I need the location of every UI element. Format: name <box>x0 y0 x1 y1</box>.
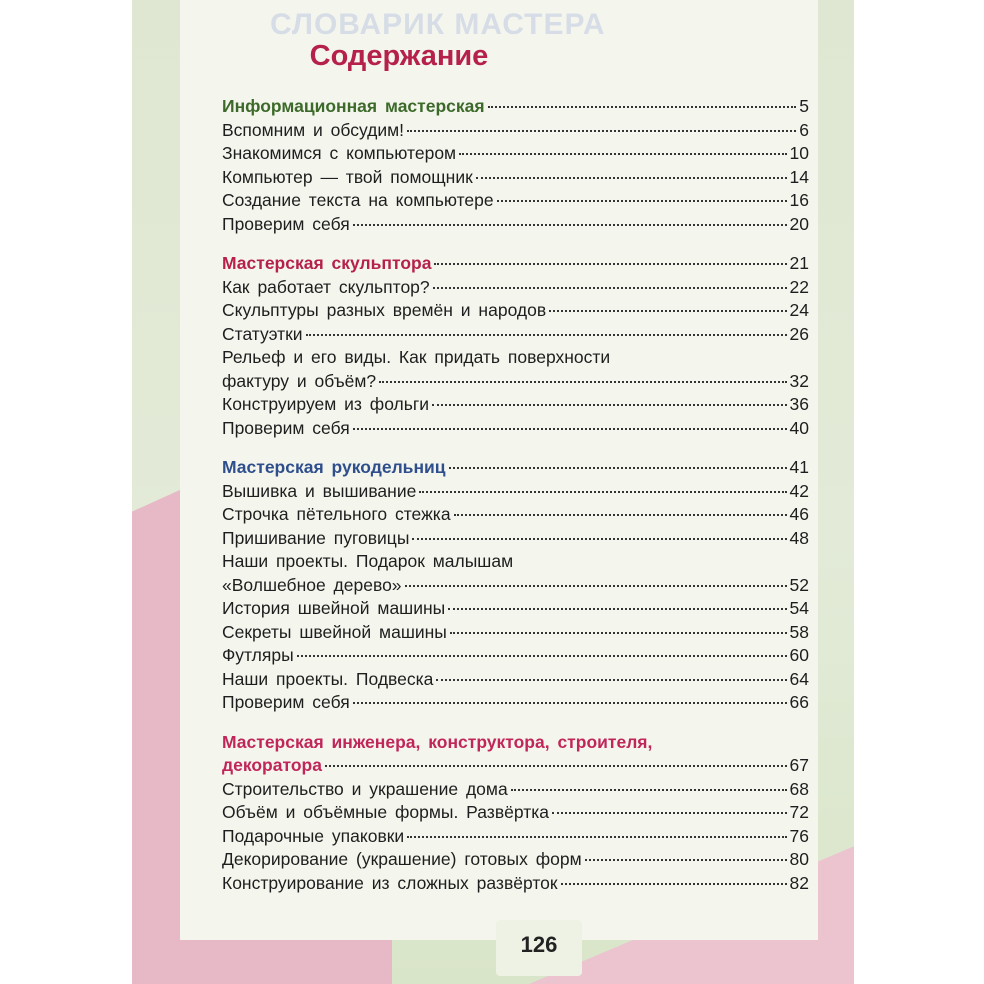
toc-item[interactable] <box>222 323 809 347</box>
leader-dots <box>449 467 787 469</box>
leader-dots <box>450 632 787 634</box>
toc-section-engineer[interactable] <box>222 754 809 778</box>
leader-dots <box>432 404 787 406</box>
section-page: 41 <box>789 457 809 477</box>
toc-item[interactable] <box>222 621 809 645</box>
item-page: 48 <box>789 527 809 548</box>
leader-dots <box>488 106 797 108</box>
item-title: Проверим себя <box>222 213 350 234</box>
leader-dots <box>552 812 787 814</box>
section-title: Мастерская рукодельниц <box>222 457 446 477</box>
item-title: Пришивание пуговицы <box>222 527 410 548</box>
leader-dots <box>412 538 786 540</box>
item-page: 22 <box>789 276 809 297</box>
item-page: 42 <box>789 480 809 501</box>
item-title: Конструирование из сложных развёрток <box>222 872 558 893</box>
item-title: Как работает скульптор? <box>222 276 430 297</box>
toc-item[interactable] <box>222 417 809 441</box>
item-title: Проверим себя <box>222 417 350 438</box>
item-title: Проверим себя <box>222 692 350 712</box>
leader-dots <box>448 608 786 610</box>
toc-item[interactable] <box>222 597 809 621</box>
leader-dots <box>476 177 787 179</box>
toc-section-informational[interactable] <box>222 95 809 119</box>
toc-item[interactable] <box>222 691 809 715</box>
item-title: Строительство и украшение дома <box>222 778 508 799</box>
item-title: Вышивка и вышивание <box>222 480 417 501</box>
leader-dots <box>561 883 787 885</box>
leader-dots <box>353 702 787 704</box>
leader-dots <box>434 263 786 265</box>
table-of-contents <box>222 95 809 895</box>
section-page: 5 <box>799 96 809 116</box>
section-title: Информационная мастерская <box>222 96 485 116</box>
item-page: 72 <box>789 802 809 822</box>
leader-dots <box>433 287 787 289</box>
leader-dots <box>407 130 796 132</box>
header-ghost-text: СЛОВАРИК МАСТЕРА <box>270 8 606 41</box>
toc-item[interactable] <box>222 848 809 872</box>
leader-dots <box>549 310 786 312</box>
leader-dots <box>497 200 787 202</box>
leader-dots <box>419 491 786 493</box>
item-page: 60 <box>789 645 809 665</box>
item-page: 6 <box>799 119 809 140</box>
section-title: Мастерская скульптора <box>222 253 432 273</box>
toc-item[interactable] <box>222 668 809 692</box>
item-page: 16 <box>789 190 809 210</box>
item-page: 36 <box>789 394 809 414</box>
item-page: 20 <box>789 213 809 234</box>
leader-dots <box>459 153 786 155</box>
item-title: Секреты швейной машины <box>222 621 447 642</box>
item-title: Строчка пётельного стежка <box>222 504 451 524</box>
item-page: 10 <box>789 143 809 163</box>
item-page: 66 <box>789 692 809 712</box>
toc-item-line1[interactable]: Рельеф и его виды. Как придать поверхности <box>222 347 611 367</box>
item-title: Декорирование (украшение) готовых форм <box>222 849 582 869</box>
toc-item[interactable] <box>222 574 809 598</box>
item-page: 24 <box>789 300 809 320</box>
item-page: 64 <box>789 668 809 689</box>
leader-dots <box>379 381 786 383</box>
toc-section-engineer-line1[interactable]: Мастерская инженера, конструктора, строителя, <box>222 731 653 752</box>
item-title: Футляры <box>222 645 294 665</box>
item-page: 40 <box>789 417 809 438</box>
leader-dots <box>585 859 787 861</box>
leader-dots <box>511 789 787 791</box>
item-page: 58 <box>789 621 809 642</box>
toc-item[interactable] <box>222 370 809 394</box>
item-page: 68 <box>789 778 809 799</box>
item-title: Скульптуры разных времён и народов <box>222 300 547 320</box>
toc-section-needlework[interactable] <box>222 456 809 480</box>
leader-dots <box>436 679 786 681</box>
item-title: Компьютер — твой помощник <box>222 166 473 187</box>
item-page: 14 <box>789 166 809 187</box>
toc-item[interactable] <box>222 213 809 237</box>
toc-item[interactable] <box>222 166 809 190</box>
leader-dots <box>353 224 787 226</box>
item-title: Знакомимся с компьютером <box>222 143 457 163</box>
item-page: 54 <box>789 598 809 618</box>
leader-dots <box>353 428 787 430</box>
item-page: 80 <box>789 849 809 869</box>
section-title: декоратора <box>222 755 322 775</box>
item-title: Подарочные упаковки <box>222 825 405 846</box>
item-title: Создание текста на компьютере <box>222 190 494 210</box>
item-page: 76 <box>789 825 809 846</box>
toc-item[interactable] <box>222 119 809 143</box>
item-page: 52 <box>789 574 809 595</box>
item-title: Наши проекты. Подвеска <box>222 668 434 689</box>
toc-item-line1[interactable]: Наши проекты. Подарок малышам <box>222 551 514 571</box>
toc-item[interactable] <box>222 825 809 849</box>
toc-item[interactable] <box>222 644 809 668</box>
item-title: Объём и объёмные формы. Развёртка <box>222 802 549 822</box>
toc-item[interactable] <box>222 503 809 527</box>
item-title: Вспомним и обсудим! <box>222 119 404 140</box>
item-title: «Волшебное дерево» <box>222 574 402 595</box>
toc-item[interactable] <box>222 299 809 323</box>
item-page: 32 <box>789 370 809 391</box>
toc-section-sculptor[interactable] <box>222 252 809 276</box>
section-page: 21 <box>789 253 809 273</box>
item-page: 46 <box>789 504 809 524</box>
toc-item[interactable] <box>222 189 809 213</box>
toc-item[interactable] <box>222 480 809 504</box>
leader-dots <box>454 514 787 516</box>
toc-item[interactable] <box>222 393 809 417</box>
page-number: 126 <box>520 932 558 957</box>
leader-dots <box>297 655 787 657</box>
leader-dots <box>306 334 787 336</box>
leader-dots <box>325 765 787 767</box>
page-title: Содержание <box>309 40 489 72</box>
section-page: 67 <box>789 755 809 775</box>
leader-dots <box>407 836 786 838</box>
item-title: Статуэтки <box>222 323 303 344</box>
toc-item[interactable] <box>222 142 809 166</box>
toc-item[interactable] <box>222 276 809 300</box>
item-page: 26 <box>789 323 809 344</box>
toc-item[interactable] <box>222 872 809 896</box>
toc-item[interactable] <box>222 801 809 825</box>
item-title: фактуру и объём? <box>222 370 377 391</box>
item-title: История швейной машины <box>222 598 446 618</box>
toc-item[interactable] <box>222 527 809 551</box>
item-page: 82 <box>789 872 809 893</box>
item-title: Конструируем из фольги <box>222 394 430 414</box>
toc-item[interactable] <box>222 778 809 802</box>
leader-dots <box>405 585 787 587</box>
